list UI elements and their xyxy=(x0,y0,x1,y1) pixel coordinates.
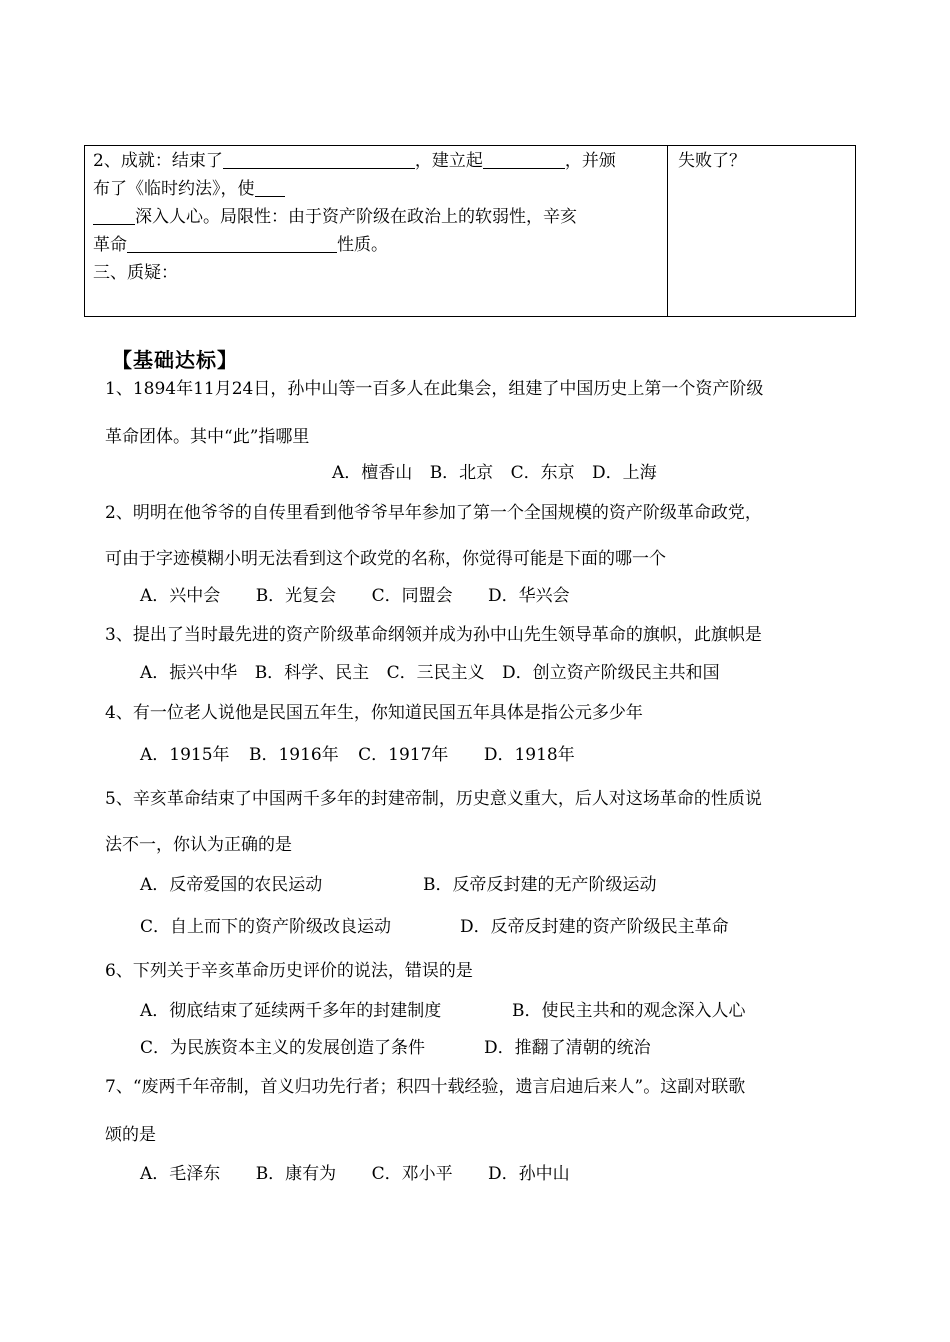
blank-field[interactable] xyxy=(93,207,135,225)
question-5-option-d[interactable]: D．反帝反封建的资产阶级民主革命 xyxy=(460,917,729,937)
question-4-options xyxy=(140,744,575,766)
question-3-options xyxy=(140,662,720,684)
option-d[interactable]: D．华兴会 xyxy=(488,586,570,606)
option-a[interactable]: A．毛泽东 xyxy=(140,1164,221,1184)
option-d[interactable]: D．孙中山 xyxy=(488,1164,570,1184)
question-4-line-1: 4、有一位老人说他是民国五年生，你知道民国五年具体是指公元多少年 xyxy=(105,703,643,723)
achievement-line-1: 2、成就：结束了 ，建立起 ，并颁 xyxy=(93,151,616,171)
blank-field[interactable] xyxy=(483,151,565,169)
option-c[interactable]: C．1917年 xyxy=(358,745,449,765)
question-6-option-b[interactable]: B．使民主共和的观念深入人心 xyxy=(512,1001,746,1021)
question-6-option-a[interactable]: A．彻底结束了延续两千多年的封建制度 xyxy=(140,1001,442,1021)
option-c[interactable]: C．邓小平 xyxy=(371,1164,453,1184)
achievement-line-3: 深入人心。局限性：由于资产阶级在政治上的软弱性，辛亥 xyxy=(93,206,577,228)
question-7-options xyxy=(140,1163,570,1185)
blank-field[interactable] xyxy=(223,151,415,169)
table-right-cell xyxy=(668,146,855,316)
question-5-option-b[interactable]: B．反帝反封建的无产阶级运动 xyxy=(423,875,657,895)
option-a[interactable]: A．振兴中华 xyxy=(140,663,238,683)
question-1-options xyxy=(332,462,657,484)
option-a[interactable]: A．兴中会 xyxy=(140,586,221,606)
question-5-line-2: 法不一，你认为正确的是 xyxy=(105,835,292,855)
option-b[interactable]: B．康有为 xyxy=(255,1164,337,1184)
table-left-cell xyxy=(85,146,668,316)
option-d[interactable]: D．创立资产阶级民主共和国 xyxy=(502,663,720,683)
option-d[interactable]: D．1918年 xyxy=(483,745,575,765)
question-2-line-1: 2、明明在他爷爷的自传里看到他爷爷早年参加了第一个全国规模的资产阶级革命政党， xyxy=(105,503,762,523)
option-b[interactable]: B．北京 xyxy=(429,463,494,483)
section-title: 【基础达标】 xyxy=(112,348,238,372)
question-5-option-a[interactable]: A．反帝爱国的农民运动 xyxy=(140,875,323,895)
blank-field[interactable] xyxy=(255,179,285,197)
option-d[interactable]: D．上海 xyxy=(592,463,657,483)
question-1-line-2: 革命团体。其中“此”指哪里 xyxy=(105,427,310,447)
blank-field[interactable] xyxy=(127,235,337,253)
question-3-line-1: 3、提出了当时最先进的资产阶级革命纲领并成为孙中山先生领导革命的旗帜，此旗帜是 xyxy=(105,625,762,645)
option-b[interactable]: B．1916年 xyxy=(248,745,339,765)
question-2-line-2: 可由于字迹模糊小明无法看到这个政党的名称，你觉得可能是下面的哪一个 xyxy=(105,549,666,569)
option-c[interactable]: C．东京 xyxy=(510,463,575,483)
question-6-option-c[interactable]: C．为民族资本主义的发展创造了条件 xyxy=(140,1038,426,1058)
option-b[interactable]: B．科学、民主 xyxy=(254,663,370,683)
option-a[interactable]: A．檀香山 xyxy=(332,463,413,483)
summary-table xyxy=(84,145,856,317)
question-6-line-1: 6、下列关于辛亥革命历史评价的说法，错误的是 xyxy=(105,961,473,981)
option-c[interactable]: C．三民主义 xyxy=(386,663,485,683)
question-heading: 三、质疑： xyxy=(93,263,178,283)
question-5-line-1: 5、辛亥革命结束了中国两千多年的封建帝制，历史意义重大，后人对这场革命的性质说 xyxy=(105,789,762,809)
achievement-line-4: 革命 性质。 xyxy=(93,235,388,255)
option-c[interactable]: C．同盟会 xyxy=(371,586,453,606)
question-1-line-1: 1、1894年11月24日，孙中山等一百多人在此集会，组建了中国历史上第一个资产阶级 xyxy=(105,379,764,399)
option-a[interactable]: A．1915年 xyxy=(140,745,230,765)
question-5-option-c[interactable]: C．自上而下的资产阶级改良运动 xyxy=(140,917,392,937)
question-7-line-2: 颂的是 xyxy=(105,1125,156,1145)
question-2-options xyxy=(140,585,570,607)
question-7-line-1: 7、“废两千年帝制，首义归功先行者；积四十载经验，遗言启迪后来人”。这副对联歌 xyxy=(105,1077,746,1097)
achievement-line-2: 布了《临时约法》，使 xyxy=(93,178,285,200)
option-b[interactable]: B．光复会 xyxy=(255,586,337,606)
question-6-option-d[interactable]: D．推翻了清朝的统治 xyxy=(484,1038,651,1058)
right-note: 失败了？ xyxy=(678,151,746,171)
